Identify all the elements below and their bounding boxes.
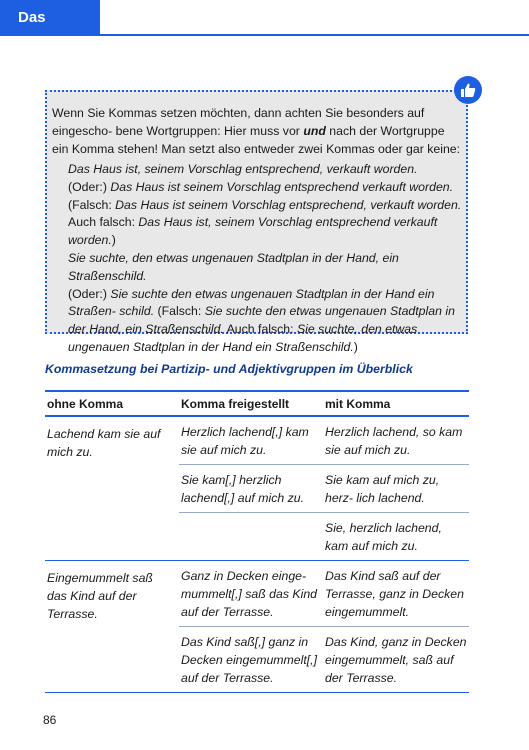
example-4: Das Haus ist, seinem Vorschlag entsprechend verkauft worden. (68, 215, 438, 248)
page-number: 86 (43, 713, 57, 727)
table-row (179, 627, 469, 692)
table-cell: Herzlich lachend[,] kam sie auf mich zu. (181, 425, 309, 457)
table-cell: Sie, herzlich lachend, kam auf mich zu. (325, 521, 442, 553)
tip-intro: Wenn Sie Kommas setzen möchten, dann achten Sie besonders auf eingescho- bene Wortgruppen: Hier muss vor und nach der Wortgruppe ein Komma stehen! Man setzt also entweder zwei Kommas oder gar keine: (52, 106, 461, 156)
comma-table (45, 390, 469, 693)
example-1: Das Haus ist, seinem Vorschlag entsprechend, verkauft worden. (68, 162, 418, 176)
table-row (179, 561, 469, 627)
table-header-row (45, 390, 469, 417)
table-row-group (45, 417, 469, 561)
example-7: Sie suchte den etwas ungenauen Stadtplan in der Hand, ein Straßenschild. (68, 304, 455, 337)
emphasis-und: und (303, 124, 326, 138)
table-cell (179, 513, 323, 560)
table-cell: Herzlich lachend, so kam sie auf mich zu. (325, 425, 463, 457)
example-2: Das Haus ist seinem Vorschlag entsprechend verkauft worden. (110, 179, 454, 194)
table-cell: Das Kind saß auf der Terrasse, ganz in Decken eingemummelt. (325, 569, 464, 619)
table-cell: Eingemummelt saß das Kind auf der Terrasse. (47, 571, 153, 621)
chapter-title: Das Komma (18, 9, 74, 62)
table-cell: Sie kam[,] herzlich lachend[,] auf mich zu. (181, 473, 305, 505)
table-row (179, 417, 469, 465)
header-komma-freigestellt: Komma freigestellt (181, 396, 290, 411)
table-cell: Das Kind, ganz in Decken eingemummelt, saß auf der Terrasse. (325, 635, 467, 685)
table-title: Kommasetzung bei Partizip- und Adjektivgruppen im Überblick (45, 362, 413, 376)
table-row (179, 465, 469, 513)
example-3: Das Haus ist seinem Vorschlag entsprechend, verkauft worden. (115, 197, 462, 212)
header-rule (100, 34, 529, 36)
tip-examples: Das Haus ist, seinem Vorschlag entsprechend, verkauft worden. (Oder:) Das Haus ist seinem Vorschlag entsprechend verkauft worden. (Falsch: Das Haus ist seinem Vorschlag entsprechend, verkauft worden. Auch falsch: Das Haus ist, seinem Vorschlag entsprechend verkauft worden.) Sie suchte, den etwas ungenauen Stadtplan in der Hand, ein Straßenschild. (Oder:) Sie suchte den etwas ungenauen Stadtplan in der Hand ein Straßen- schild. (Falsch: Sie suchte den etwas ungenauen Stadtplan in der Hand, ein Straßenschild. Auch falsch: Sie suchte, den etwas ungenauen Stadtplan in der Hand ein Straßenschild.) (68, 162, 462, 354)
table-cell: Das Kind saß[,] ganz in Decken eingemummelt[,] auf der Terrasse. (181, 635, 318, 685)
example-5: Sie suchte, den etwas ungenauen Stadtplan in der Hand, ein Straßenschild. (68, 250, 399, 283)
header-mit-komma: mit Komma (325, 396, 391, 411)
example-8: Sie suchte, den etwas ungenauen Stadtplan in der Hand ein Straßenschild. (68, 322, 418, 354)
thumbs-up-icon (454, 76, 482, 104)
table-row-group (45, 561, 469, 693)
table-cell: Lachend kam sie auf mich zu. (47, 427, 161, 459)
example-6: Sie suchte den etwas ungenauen Stadtplan in der Hand ein Straßen- schild. (68, 286, 435, 319)
header-ohne-komma: ohne Komma (47, 396, 124, 411)
table-cell: Sie kam auf mich zu, herz- lich lachend. (325, 473, 440, 505)
table-cell: Ganz in Decken einge- mummelt[,] saß das Kind auf der Terrasse. (181, 569, 317, 619)
chapter-tab (0, 0, 100, 62)
table-row (179, 513, 469, 560)
